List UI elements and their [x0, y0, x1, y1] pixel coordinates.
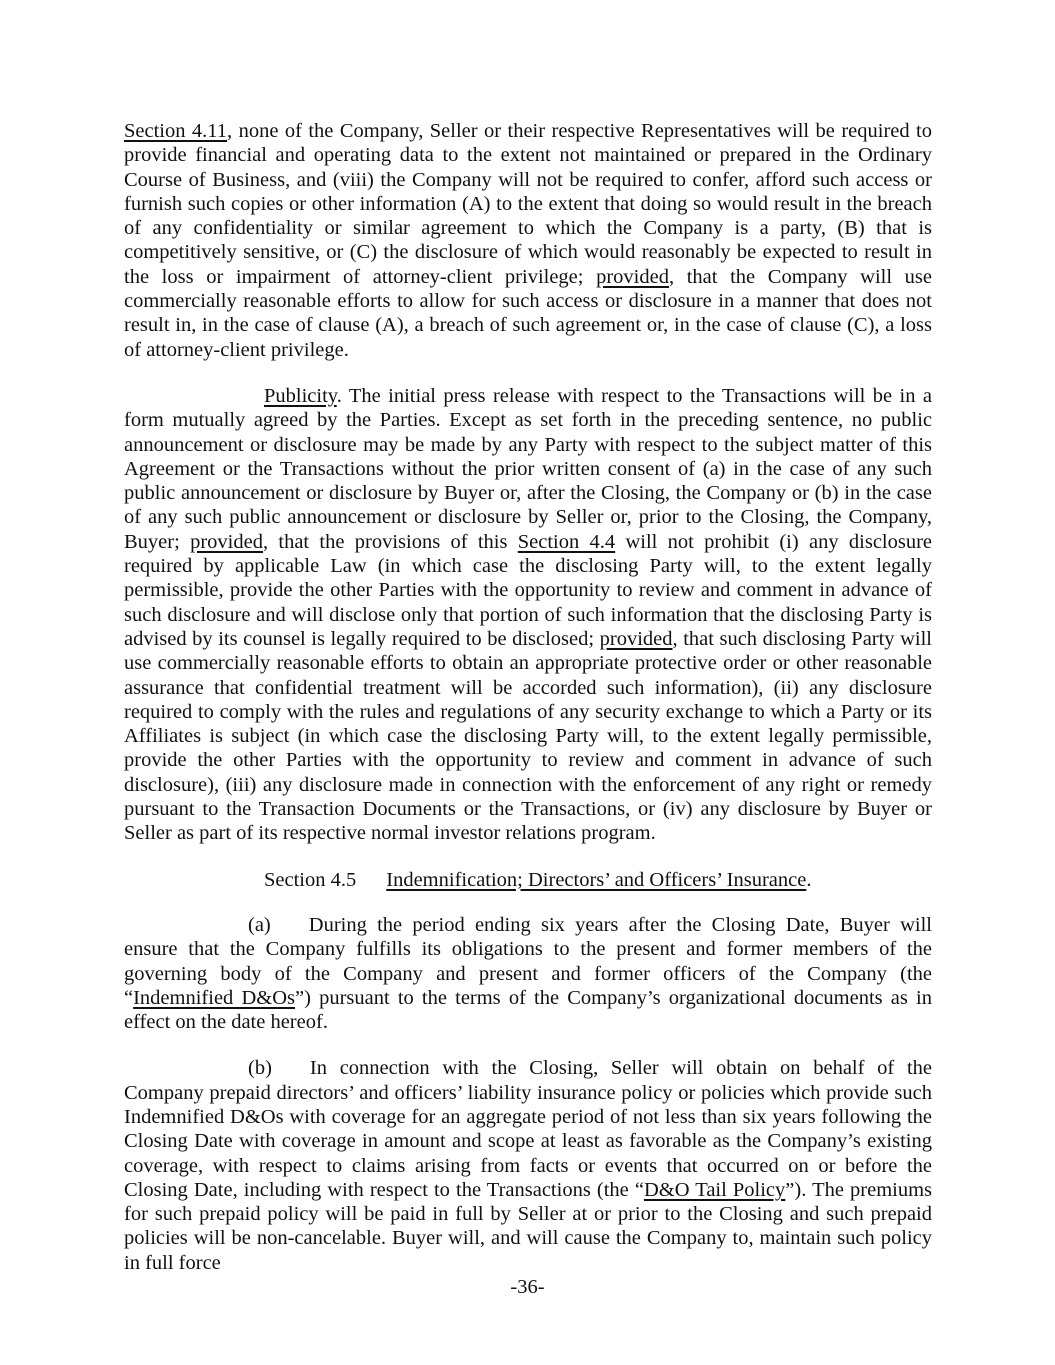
text-run: ”). The premiums for such prepaid policy will be paid in full by Seller at or prior to the Closing and such prepaid policies will be non-cancelable. Buyer will, and will cause the Company to, maintain such policy in full force [124, 1178, 933, 1274]
text-run: . The initial press release with respect to the Transactions will be in a form mutually agreed by the Parties. Except as set forth in the preceding sentence, no public announcement or disclosure may be made by any Party with respect to the subject matter of this Agreement or the Transactions without the prior written consent of (a) in the case of any such public announcement or disclosure by Buyer or, after the Closing, the Company or (b) in the case of any such public announcement or disclosure by Seller or, prior to the Closing, the Company, Buyer; [124, 384, 932, 553]
page-number: -36- [510, 1276, 545, 1298]
underlined-term: provided [190, 530, 263, 553]
underlined-term: Publicity [264, 384, 337, 407]
section-number: Section 4.5 [264, 868, 357, 891]
paragraph-publicity [124, 384, 932, 846]
text-run: . [806, 868, 812, 891]
underlined-term: provided [599, 627, 673, 650]
text-run: In connection with the Closing, Seller will obtain on behalf of the Company prepaid directors’ and officers’ liability insurance policy or policies which provide such Indemnified D&Os with coverage for an aggregate period of not less than six years following the Closing Date with coverage in amount and scope at least as favorable as the Company’s existing coverage, with respect to claims arising from facts or events that occurred on or before the Closing Date, including with respect to the Transactions (the “ [124, 1057, 932, 1201]
paragraph-a [124, 913, 932, 1034]
text-run: will not prohibit (i) any disclosure required by applicable Law (in which case the disclosing Party will, to the extent legally permissible, provide the other Parties with the opportunity to review and comment in advance of such disclosure and will disclose only that portion of such information that the disclosing Party is advised by its counsel is legally required to be disclosed; [124, 530, 933, 650]
heading-section-4-5 [264, 868, 932, 892]
underlined-term: Section 4.11 [124, 120, 228, 142]
underlined-term: Section 4.4 [517, 530, 616, 553]
text-run: , that the provisions of this [262, 530, 518, 553]
underlined-term: D&O Tail Policy [643, 1178, 786, 1201]
text-run: During the period ending six years after the Closing Date, Buyer will ensure that the Company fulfills its obligations to the present and former members of the governing body of the Company and present and former officers of the Company (the “ [124, 913, 932, 1009]
underlined-term: Indemnified D&Os [133, 986, 295, 1009]
paragraph-marker: (b) [248, 1057, 272, 1080]
paragraph-marker: (a) [248, 913, 271, 936]
underlined-term: provided [596, 265, 669, 288]
document-body [124, 119, 932, 1297]
paragraph-b [124, 1056, 932, 1275]
text-run: , none of the Company, Seller or their respective Representatives will be required to provide financial and operating data to the extent not maintained or prepared in the Ordinary Course of Business, and (viii) the Company will not be required to confer, afford such access or furnish such copies or other information (A) to the extent that doing so would result in the breach of any confidentiality or similar agreement to which the Company is a party, (B) that is competitively sensitive, or (C) the disclosure of which would reasonably be expected to result in the loss or impairment of attorney-client privilege; [124, 120, 932, 288]
text-run: , that such disclosing Party will use commercially reasonable efforts to obtain an appropriate protective order or other reasonable assurance that confidential treatment will be accorded such information), (ii) any disclosure required to comply with the rules and regulations of any security exchange to which a Party or its Affiliates is subject (in which case the disclosing Party will, to the extent legally permissible, provide the other Parties with the opportunity to review and comment in advance of such disclosure), (iii) any disclosure made in connection with the enforcement of any right or remedy pursuant to the Transaction Documents or the Transactions, or (iv) any disclosure by Buyer or Seller as part of its respective normal investor relations program. [124, 627, 933, 845]
underlined-term: Indemnification; Directors’ and Officers’ Insurance [386, 868, 807, 891]
text-run: , that the Company will use commercially reasonable efforts to allow for such access or disclosure in a manner that does not result in, in the case of clause (A), a breach of such agreement or, in the case of clause (C), a loss of attorney-client privilege. [124, 265, 932, 361]
text-run: ”) pursuant to the terms of the Company’s organizational documents as in effect on the date hereof. [124, 986, 932, 1034]
paragraph-section-4-11-continuation [124, 119, 932, 362]
